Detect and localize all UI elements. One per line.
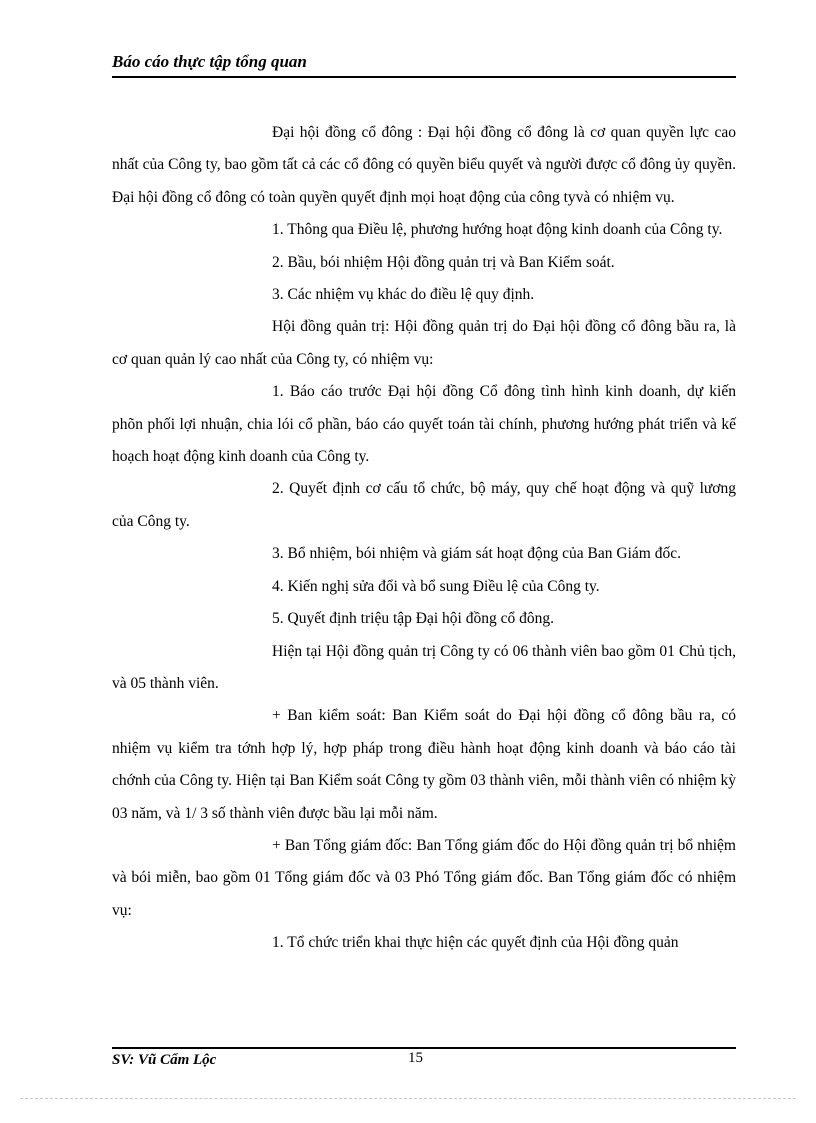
paragraph-hdqt-duty-5: 5. Quyết định triệu tập Đại hội đồng cổ đông.: [272, 610, 554, 628]
paragraph-hdqt-duty-2: 2. Quyết định cơ cấu tổ chức, bộ máy, quy chế hoạt động và quỹ lương của Công ty.: [112, 480, 736, 530]
footer-author: SV: Vũ Cẩm Lộc: [112, 1052, 217, 1068]
paragraph-dhdcd-duty-3: 3. Các nhiệm vụ khác do điều lệ quy định.: [272, 286, 535, 304]
page-break-line: [20, 1098, 796, 1099]
page-number: 15: [408, 1050, 423, 1066]
paragraph-dai-hoi-dong-co-dong: Đại hội đồng cổ đông : Đại hội đồng cổ đông là cơ quan quyền lực cao nhất của Công ty, bao gồm tất cả các cổ đông có quyền biểu quyết và người được cổ đông ủy quyền. Đại hội đồng cổ đông có toàn quyền quyết định mọi hoạt động của công tyvà có nhiệm vụ.: [112, 124, 736, 206]
paragraph-hdqt-duty-1: 1. Báo cáo trước Đại hội đồng Cổ đông tình hình kinh doanh, dự kiến phõn phối lợi nhuận, chia lói cổ phần, báo cáo quyết toán tài chính, phương hướng phát triển và kế hoạch hoạt động kinh doanh của Công ty.: [112, 383, 736, 466]
paragraph-hdqt-members: Hiện tại Hội đồng quản trị Công ty có 06 thành viên bao gồm 01 Chủ tịch, và 05 thành viên.: [112, 642, 736, 692]
paragraph-dhdcd-duty-1: 1. Thông qua Điều lệ, phương hướng hoạt động kinh doanh của Công ty.: [272, 221, 723, 239]
paragraph-hdqt-duty-4: 4. Kiến nghị sửa đổi và bổ sung Điều lệ của Công ty.: [272, 577, 600, 595]
paragraph-ban-kiem-soat: + Ban kiểm soát: Ban Kiểm soát do Đại hội đồng cổ đông bầu ra, có nhiệm vụ kiểm tra tớnh hợp lý, hợp pháp trong điều hành hoạt động kinh doanh và báo cáo tài chớnh của Công ty. Hiện tại Ban Kiểm soát Công ty gồm 03 thành viên, mỗi thành viên có nhiệm kỳ 03 năm, và 1/ 3 số thành viên được bầu lại mỗi năm.: [112, 707, 736, 822]
paragraph-btgd-duty-1: 1. Tổ chức triển khai thực hiện các quyết định của Hội đồng quản: [272, 934, 679, 952]
paragraph-hdqt-duty-3: 3. Bổ nhiệm, bói nhiệm và giám sát hoạt động của Ban Giám đốc.: [272, 545, 681, 563]
page-header-title: Báo cáo thực tập tổng quan: [112, 52, 307, 71]
document-body: [112, 117, 736, 960]
footer-divider: [112, 1047, 736, 1049]
paragraph-ban-tong-giam-doc: + Ban Tổng giám đốc: Ban Tổng giám đốc do Hội đồng quản trị bổ nhiệm và bói miễn, bao gồm 01 Tổng giám đốc và 03 Phó Tổng giám đốc. Ban Tổng giám đốc có nhiệm vụ:: [112, 836, 736, 919]
paragraph-dhdcd-duty-2: 2. Bầu, bói nhiệm Hội đồng quản trị và Ban Kiểm soát.: [272, 253, 615, 271]
paragraph-hoi-dong-quan-tri: Hội đồng quản trị: Hội đồng quản trị do Đại hội đồng cổ đông bầu ra, là cơ quan quản lý cao nhất của Công ty, có nhiệm vụ:: [112, 318, 736, 368]
header-divider: [112, 76, 736, 78]
